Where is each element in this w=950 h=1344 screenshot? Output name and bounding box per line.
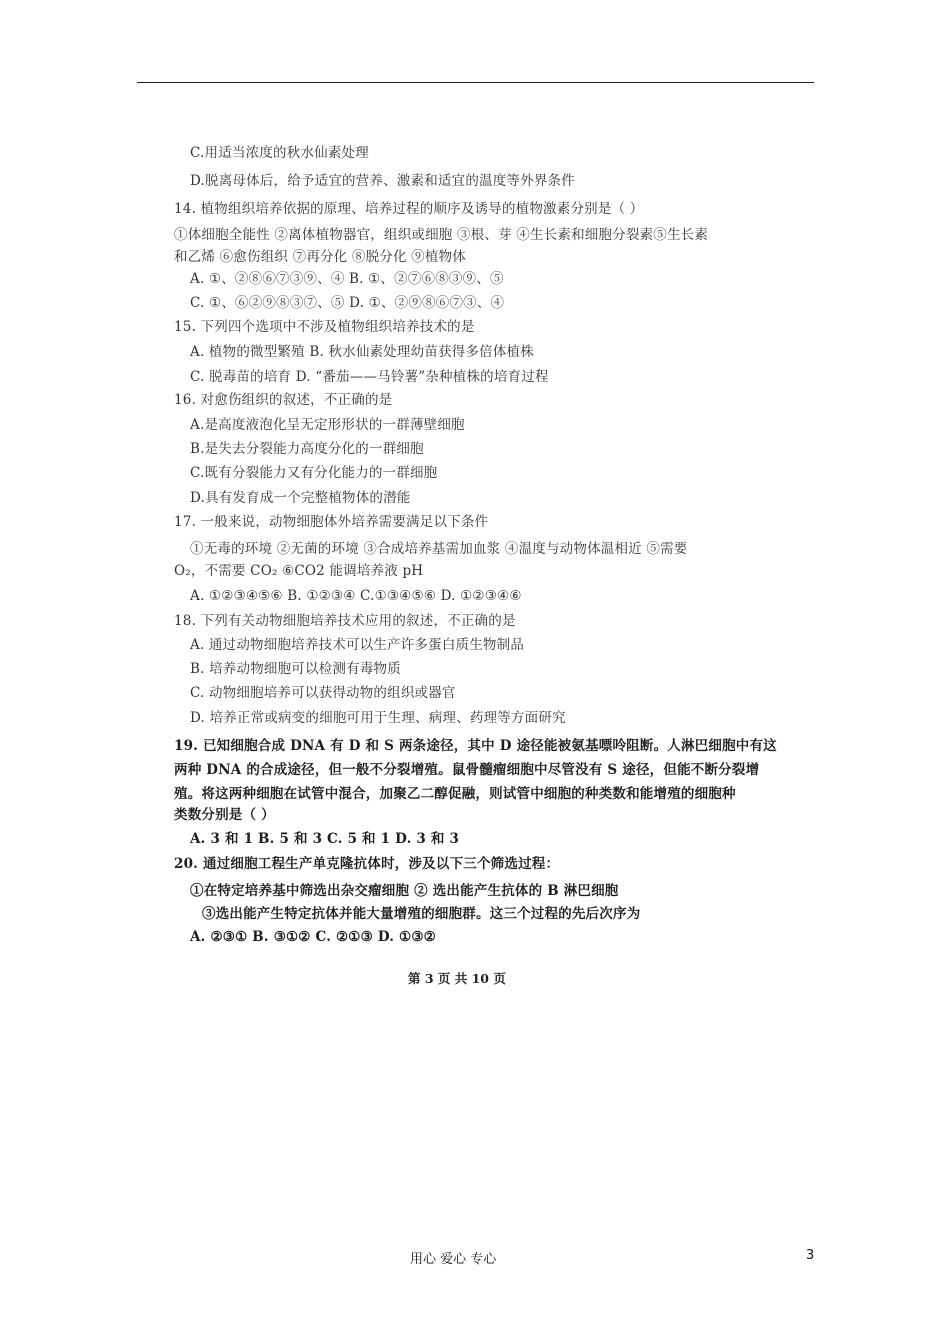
- footer-slogan: 用心 爱心 专心: [410, 1252, 497, 1267]
- question-16: 16. 对愈伤组织的叙述，不正确的是: [174, 392, 393, 408]
- text-line: ①在特定培养基中筛选出杂交瘤细胞 ② 选出能产生抗体的 B 淋巴细胞: [190, 883, 619, 899]
- text-line: 两种 DNA 的合成途径，但一般不分裂增殖。鼠骨髓瘤细胞中尽管没有 S 途径，但能不断分裂增: [174, 762, 760, 778]
- footer-page-number: 3: [806, 1248, 815, 1263]
- header-rule: [137, 82, 814, 83]
- option-line: A. 通过动物细胞培养技术可以生产许多蛋白质生物制品: [190, 637, 525, 653]
- text-line: 类数分别是（ ）: [174, 807, 275, 823]
- text-line: 和乙烯 ⑥愈伤组织 ⑦再分化 ⑧脱分化 ⑨植物体: [174, 249, 466, 265]
- text-line: ③选出能产生特定抗体并能大量增殖的细胞群。这三个过程的先后次序为: [202, 906, 641, 922]
- question-19: 19. 已知细胞合成 DNA 有 D 和 S 两条途径，其中 D 途径能被氨基嘌呤阻断。人淋巴细胞中有这: [174, 738, 777, 754]
- text-line: D.脱离母体后，给予适宜的营养、激素和适宜的温度等外界条件: [190, 173, 575, 189]
- text-line: ①无毒的环境 ②无菌的环境 ③合成培养基需加血浆 ④温度与动物体温相近 ⑤需要: [190, 541, 688, 557]
- option-line: C. 脱毒苗的培育 D. “番茄——马铃薯”杂种植株的培育过程: [190, 369, 549, 385]
- option-line: B.是失去分裂能力高度分化的一群细胞: [190, 441, 424, 457]
- option-line: B. 培养动物细胞可以检测有毒物质: [190, 661, 401, 677]
- option-line: A. 植物的微型繁殖 B. 秋水仙素处理幼苗获得多倍体植株: [190, 344, 534, 360]
- option-line: A.是高度液泡化呈无定形形状的一群薄壁细胞: [190, 417, 465, 433]
- option-line: A. ②③① B. ③①② C. ②①③ D. ①③②: [190, 929, 436, 945]
- option-line: C.既有分裂能力又有分化能力的一群细胞: [190, 465, 438, 481]
- question-14: 14. 植物组织培养依据的原理、培养过程的顺序及诱导的植物激素分别是（ ）: [174, 201, 644, 217]
- option-line: A. ①、②⑧⑥⑦③⑨、④ B. ①、②⑦⑥⑧③⑨、⑤: [190, 271, 504, 287]
- option-line: D.具有发育成一个完整植物体的潜能: [190, 490, 411, 506]
- question-17: 17. 一般来说，动物细胞体外培养需要满足以下条件: [174, 514, 489, 530]
- scan-page-number: 第 3 页 共 10 页: [408, 971, 506, 986]
- text-line: O₂，不需要 CO₂ ⑥CO2 能调培养液 pH: [174, 563, 424, 579]
- option-line: C. 动物细胞培养可以获得动物的组织或器官: [190, 685, 456, 701]
- question-18: 18. 下列有关动物细胞培养技术应用的叙述，不正确的是: [174, 613, 516, 629]
- text-line: C.用适当浓度的秋水仙素处理: [190, 145, 369, 161]
- text-line: 殖。将这两种细胞在试管中混合，加聚乙二醇促融，则试管中细胞的种类数和能增殖的细胞种: [174, 786, 736, 802]
- text-line: ①体细胞全能性 ②离体植物器官，组织或细胞 ③根、芽 ④生长素和细胞分裂素⑤生长素: [174, 227, 709, 243]
- option-line: A. 3 和 1 B. 5 和 3 C. 5 和 1 D. 3 和 3: [190, 831, 460, 847]
- option-line: A. ①②③④⑤⑥ B. ①②③④ C.①③④⑤⑥ D. ①②③④⑥: [190, 588, 522, 604]
- option-line: D. 培养正常或病变的细胞可用于生理、病理、药理等方面研究: [190, 710, 566, 726]
- question-15: 15. 下列四个选项中不涉及植物组织培养技术的是: [174, 319, 475, 335]
- option-line: C. ①、⑥②⑨⑧③⑦、⑤ D. ①、②⑨⑧⑥⑦③、④: [190, 295, 505, 311]
- question-20: 20. 通过细胞工程生产单克隆抗体时，涉及以下三个筛选过程：: [174, 856, 560, 872]
